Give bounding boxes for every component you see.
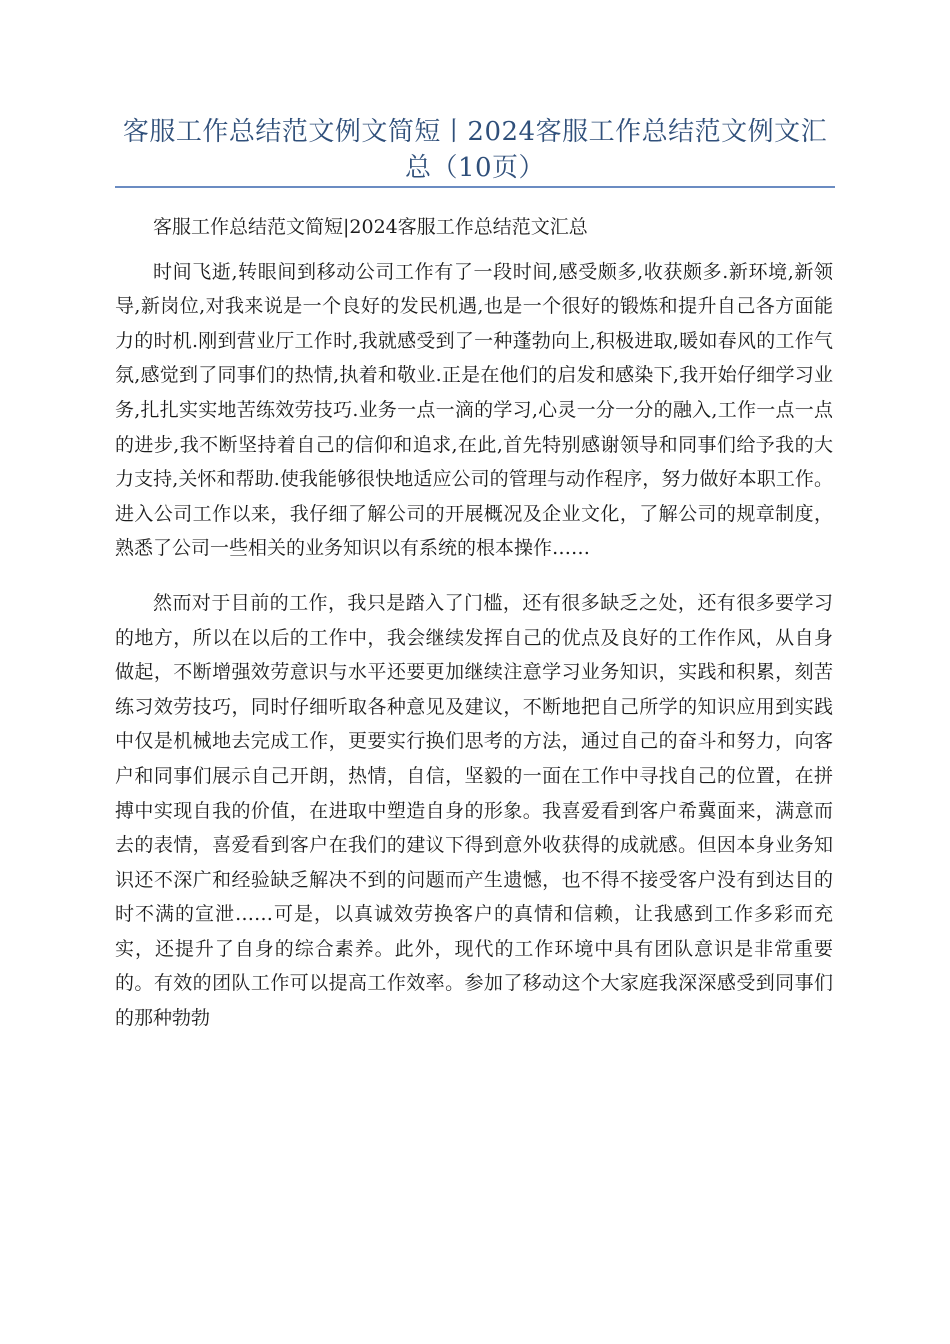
paragraph-1: 时间飞逝,转眼间到移动公司工作有了一段时间,感受颇多,收获颇多.新环境,新领导,新岗位,对我来说是一个良好的发民机遇,也是一个很好的锻炼和提升自己各方面能力的时机.刚到营业厅工作时,我就感受到了一种蓬勃向上,积极进取,暖如春风的工作气氛,感觉到了同事们的热情,执着和敬业.正是在他们的启发和感染下,我开始仔细学习业务,扎扎实实地苦练效劳技巧.业务一点一滴的学习,心灵一分一分的融入,工作一点一点的进步,我不断坚持着自己的信仰和追求,在此,首先特别感谢领导和同事们给予我的大力支持,关怀和帮助.使我能够很快地适应公司的管理与动作程序，努力做好本职工作。进入公司工作以来，我仔细了解公司的开展概况及企业文化，了解公司的规章制度，熟悉了公司一些相关的业务知识以有系统的根本操作…… bbox=[115, 260, 833, 560]
document-body bbox=[115, 210, 833, 1036]
paragraph-2: 然而对于目前的工作，我只是踏入了门槛，还有很多缺乏之处，还有很多要学习的地方，所以在以后的工作中，我会继续发挥自己的优点及良好的工作作风，从自身做起，不断增强效劳意识与水平还要更加继续注意学习业务知识，实践和积累，刻苦练习效劳技巧，同时仔细听取各种意见及建议，不断地把自己所学的知识应用到实践中仅是机械地去完成工作，更要实行换们思考的方法，通过自己的奋斗和努力，向客户和同事们展示自己开朗，热情，自信，坚毅的一面在工作中寻找自己的位置，在拼搏中实现自我的价值，在进取中塑造自身的形象。我喜爱看到客户希冀面来，满意而去的表情，喜爱看到客户在我们的建议下得到意外收获得的成就感。但因本身业务知识还不深广和经验缺乏解决不到的问题而产生遗憾，也不得不接受客户没有到达目的时不满的宣泄……可是，以真诚效劳换客户的真情和信赖，让我感到工作多彩而充实，还提升了自身的综合素养。此外，现代的工作环境中具有团队意识是非常重要的。有效的团队工作可以提高工作效率。参加了移动这个大家庭我深深感受到同事们的那种勃勃 bbox=[115, 591, 833, 1030]
document-title: 客服工作总结范文例文简短丨2024客服工作总结范文例文汇总（10页） bbox=[122, 117, 828, 183]
document-subtitle: 客服工作总结范文简短|2024客服工作总结范文汇总 bbox=[153, 216, 588, 238]
title-divider bbox=[115, 186, 835, 188]
